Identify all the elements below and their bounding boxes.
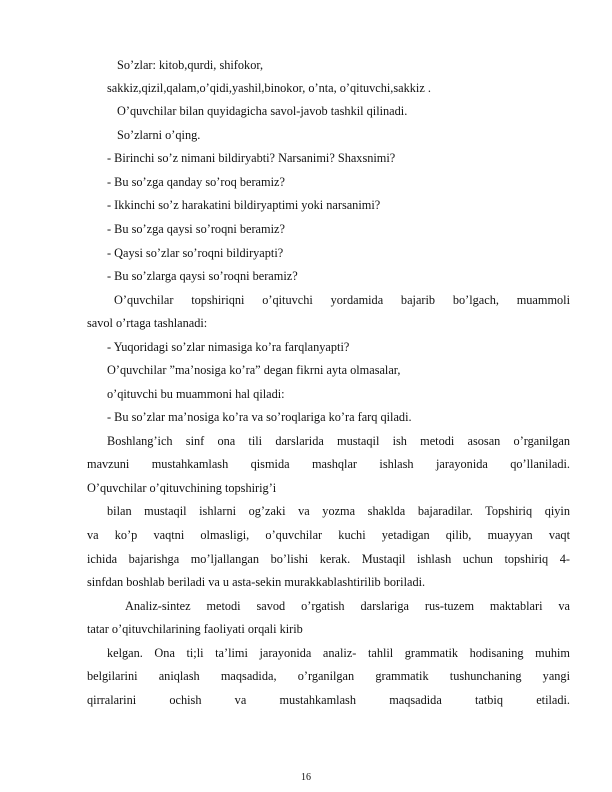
text-line-1: So’zlar: kitob,qurdi, shifokor, — [117, 58, 264, 72]
text-line-25: tatar o’qituvchilarining faoliyati orqali kirib — [87, 622, 303, 636]
text-line-14: O’quvchilar ”ma’nosiga ko’ra” degan fikrni ayta olmasalar, — [107, 363, 401, 377]
text-line-15: o’qituvchi bu muammoni hal qiladi: — [107, 387, 285, 401]
text-line-3: O’quvchilar bilan quyidagicha savol-javob tashkil qilinadi. — [117, 104, 408, 118]
text-line-26: kelgan. Ona ti;li ta’limi jarayonida analiz- tahlil grammatik hodisaning muhim — [107, 646, 570, 660]
text-line-4: So’zlarni o’qing. — [117, 128, 201, 142]
text-line-8: - Bu so’zga qaysi so’roqni beramiz? — [107, 222, 285, 236]
page-number: 16 — [301, 772, 311, 783]
text-line-10: - Bu so’zlarga qaysi so’roqni beramiz? — [107, 269, 298, 283]
text-line-18: mavzuni mustahkamlash qismida mashqlar ishlash jarayonida qo’llaniladi. — [87, 457, 570, 471]
text-line-24: Analiz-sintez metodi savod o’rgatish darslariga rus-tuzem maktablari va — [125, 599, 570, 613]
text-line-19: O’quvchilar o’qituvchining topshirig’i — [87, 481, 277, 495]
text-line-11: O’quvchilar topshiriqni o’qituvchi yordamida bajarib bo’lgach, muammoli — [114, 293, 570, 307]
text-line-16: - Bu so’zlar ma’nosiga ko’ra va so’roqlariga ko’ra farq qiladi. — [107, 410, 412, 424]
text-line-17: Boshlang’ich sinf ona tili darslarida mustaqil ish metodi asosan o’rganilgan — [107, 434, 570, 448]
text-line-22: ichida bajarishga mo’ljallangan bo’lishi kerak. Mustaqil ishlash uchun topshiriq 4- — [87, 552, 570, 566]
text-line-20: bilan mustaqil ishlarni og’zaki va yozma shaklda bajaradilar. Topshiriq qiyin — [107, 504, 570, 518]
text-line-23: sinfdan boshlab beriladi va u asta-sekin murakkablashtirilib boriladi. — [87, 575, 426, 589]
text-line-12: savol o’rtaga tashlanadi: — [87, 316, 208, 330]
text-line-9: - Qaysi so’zlar so’roqni bildiryapti? — [107, 246, 284, 260]
text-line-6: - Bu so’zga qanday so’roq beramiz? — [107, 175, 285, 189]
text-line-21: va ko’p vaqtni olmasligi, o’quvchilar kuchi yetadigan qilib, muayyan vaqt — [87, 528, 570, 542]
text-line-5: - Birinchi so’z nimani bildiryabti? Narsanimi? Shaxsnimi? — [107, 151, 396, 165]
text-line-7: - Ikkinchi so’z harakatini bildiryaptimi yoki narsanimi? — [107, 198, 381, 212]
text-line-2: sakkiz,qizil,qalam,o’qidi,yashil,binokor, o’nta, o’qituvchi,sakkiz . — [107, 81, 431, 95]
text-line-28: qirralarini ochish va mustahkamlash maqsadida tatbiq etiladi. — [87, 693, 570, 707]
text-line-13: - Yuqoridagi so’zlar nimasiga ko’ra farqlanyapti? — [107, 340, 350, 354]
text-line-27: belgilarini aniqlash maqsadida, o’rganilgan grammatik tushunchaning yangi — [87, 669, 570, 683]
